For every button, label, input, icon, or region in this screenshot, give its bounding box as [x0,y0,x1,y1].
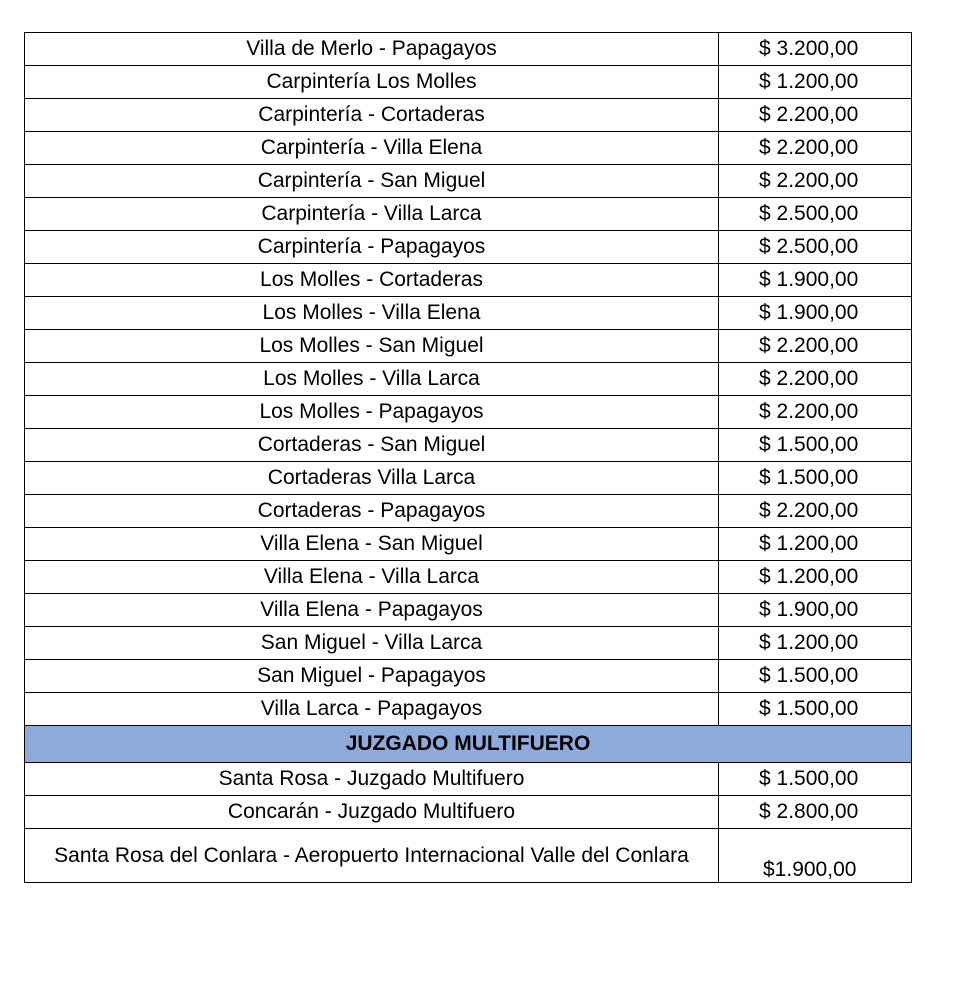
price-cell: $ 2.200,00 [719,495,912,528]
route-cell: Carpintería Los Molles [25,66,719,99]
price-cell: $1.900,00 [719,829,912,883]
route-cell: Carpintería - Villa Larca [25,198,719,231]
route-cell: San Miguel - Papagayos [25,660,719,693]
price-cell: $ 1.500,00 [719,763,912,796]
route-cell: Carpintería - Papagayos [25,231,719,264]
price-cell: $ 2.200,00 [719,396,912,429]
table-row [25,660,912,693]
price-cell: $ 2.800,00 [719,796,912,829]
section-header-row [25,726,912,763]
route-cell: Los Molles - Villa Larca [25,363,719,396]
price-cell: $ 1.500,00 [719,660,912,693]
table-row [25,627,912,660]
table-row [25,396,912,429]
price-cell: $ 1.900,00 [719,264,912,297]
table-row [25,66,912,99]
section-title: JUZGADO MULTIFUERO [25,726,912,763]
route-cell: Santa Rosa del Conlara - Aeropuerto Internacional Valle del Conlara [25,829,719,883]
route-cell: Villa Larca - Papagayos [25,693,719,726]
table-row [25,495,912,528]
table-row [25,33,912,66]
table-row [25,693,912,726]
price-cell: $ 2.200,00 [719,165,912,198]
price-cell: $ 1.900,00 [719,594,912,627]
route-cell: Carpintería - Cortaderas [25,99,719,132]
table-row [25,231,912,264]
table-row [25,132,912,165]
route-cell: Santa Rosa - Juzgado Multifuero [25,763,719,796]
price-cell: $ 1.200,00 [719,66,912,99]
table-row [25,297,912,330]
price-cell: $ 3.200,00 [719,33,912,66]
table-row [25,763,912,796]
price-cell: $ 1.200,00 [719,528,912,561]
table-row [25,528,912,561]
price-cell: $ 1.500,00 [719,693,912,726]
table-row [25,429,912,462]
price-cell: $ 2.500,00 [719,231,912,264]
route-cell: Villa Elena - San Miguel [25,528,719,561]
price-cell: $ 2.200,00 [719,330,912,363]
fares-table [24,32,912,883]
table-row [25,462,912,495]
price-cell: $ 1.200,00 [719,561,912,594]
price-cell: $ 2.500,00 [719,198,912,231]
route-cell: San Miguel - Villa Larca [25,627,719,660]
route-cell: Carpintería - San Miguel [25,165,719,198]
route-cell: Villa de Merlo - Papagayos [25,33,719,66]
fares-table-body-top [25,33,912,726]
section-header-group [25,726,912,763]
table-row [25,198,912,231]
route-cell: Concarán - Juzgado Multifuero [25,796,719,829]
price-cell: $ 1.500,00 [719,462,912,495]
table-row [25,264,912,297]
price-cell: $ 2.200,00 [719,132,912,165]
route-cell: Los Molles - Villa Elena [25,297,719,330]
route-cell: Cortaderas - Papagayos [25,495,719,528]
price-cell: $ 2.200,00 [719,363,912,396]
route-cell: Los Molles - San Miguel [25,330,719,363]
table-row [25,829,912,883]
route-cell: Villa Elena - Villa Larca [25,561,719,594]
price-cell: $ 1.200,00 [719,627,912,660]
price-cell: $ 1.900,00 [719,297,912,330]
route-cell: Cortaderas - San Miguel [25,429,719,462]
table-row [25,330,912,363]
table-row [25,561,912,594]
price-cell: $ 1.500,00 [719,429,912,462]
route-cell: Cortaderas Villa Larca [25,462,719,495]
table-row [25,594,912,627]
table-row [25,99,912,132]
price-cell: $ 2.200,00 [719,99,912,132]
table-row [25,165,912,198]
fares-table-body-bottom [25,763,912,883]
route-cell: Villa Elena - Papagayos [25,594,719,627]
route-cell: Los Molles - Papagayos [25,396,719,429]
route-cell: Los Molles - Cortaderas [25,264,719,297]
table-row [25,363,912,396]
table-row [25,796,912,829]
route-cell: Carpintería - Villa Elena [25,132,719,165]
